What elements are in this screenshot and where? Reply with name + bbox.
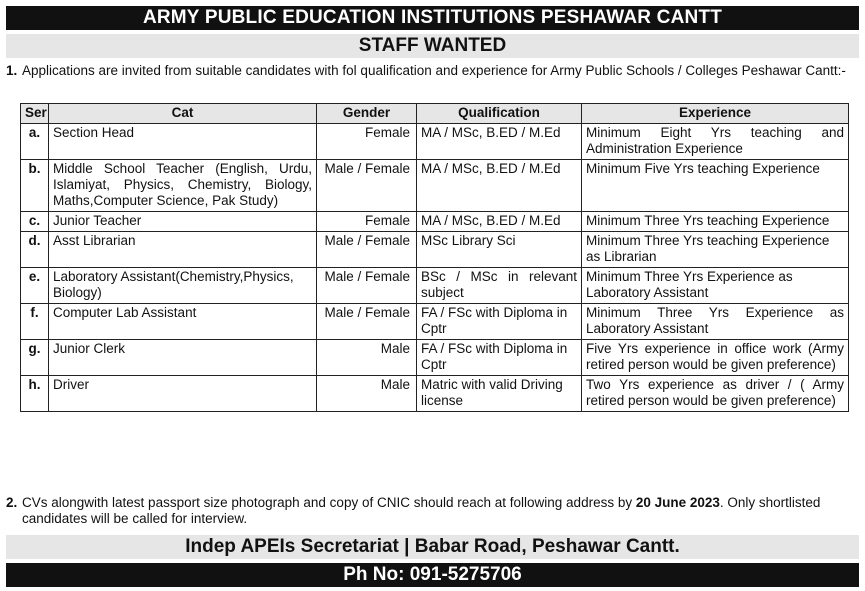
table-row — [21, 340, 849, 376]
row-category: Middle School Teacher (English, Urdu, Islamiyat, Physics, Chemistry, Biology, Maths,Computer Science, Pak Study) — [49, 160, 317, 212]
table-row — [21, 212, 849, 232]
row-qualification: MA / MSc, B.ED / M.Ed — [417, 160, 582, 212]
row-gender: Male — [317, 376, 417, 412]
row-experience: Minimum Three Yrs Experience as Laboratory Assistant — [582, 268, 849, 304]
row-category: Computer Lab Assistant — [49, 304, 317, 340]
address-banner: Indep APEIs Secretariat | Babar Road, Peshawar Cantt. — [6, 535, 859, 559]
header-gender: Gender — [317, 104, 417, 124]
row-experience: Minimum Three Yrs teaching Experience — [582, 212, 849, 232]
row-gender: Male / Female — [317, 268, 417, 304]
row-experience: Minimum Three Yrs teaching Experience as Librarian — [582, 232, 849, 268]
row-qualification: MSc Library Sci — [417, 232, 582, 268]
closing-text-after: . Only shortlisted candidates will be called for interview. — [22, 495, 821, 526]
row-ser: g. — [21, 340, 49, 376]
row-category: Junior Clerk — [49, 340, 317, 376]
table-row — [21, 232, 849, 268]
staff-wanted-heading: STAFF WANTED — [6, 34, 859, 58]
row-qualification: MA / MSc, B.ED / M.Ed — [417, 124, 582, 160]
row-ser: h. — [21, 376, 49, 412]
row-experience: Minimum Eight Yrs teaching and Administration Experience — [582, 124, 849, 160]
table-row — [21, 304, 849, 340]
header-qualification: Qualification — [417, 104, 582, 124]
closing-text — [22, 495, 859, 527]
table-header-row — [21, 104, 849, 124]
row-gender: Male — [317, 340, 417, 376]
row-category: Junior Teacher — [49, 212, 317, 232]
row-qualification: BSc / MSc in relevant subject — [417, 268, 582, 304]
row-ser: e. — [21, 268, 49, 304]
intro-paragraph — [6, 63, 859, 79]
row-category: Asst Librarian — [49, 232, 317, 268]
row-qualification: Matric with valid Driving license — [417, 376, 582, 412]
row-experience: Minimum Three Yrs Experience as Laboratory Assistant — [582, 304, 849, 340]
row-category: Driver — [49, 376, 317, 412]
closing-text-before: CVs alongwith latest passport size photograph and copy of CNIC should reach at following address by — [22, 495, 636, 510]
header-experience: Experience — [582, 104, 849, 124]
row-gender: Male / Female — [317, 232, 417, 268]
table-row — [21, 268, 849, 304]
row-category: Section Head — [49, 124, 317, 160]
row-gender: Male / Female — [317, 304, 417, 340]
intro-number: 1. — [6, 63, 18, 78]
row-gender: Female — [317, 124, 417, 160]
table-row — [21, 160, 849, 212]
row-ser: c. — [21, 212, 49, 232]
row-ser: b. — [21, 160, 49, 212]
row-ser: f. — [21, 304, 49, 340]
row-ser: d. — [21, 232, 49, 268]
phone-banner: Ph No: 091-5275706 — [6, 563, 859, 587]
closing-number: 2. — [6, 495, 18, 510]
row-ser: a. — [21, 124, 49, 160]
table-row — [21, 376, 849, 412]
row-experience: Five Yrs experience in office work (Army retired person would be given preference) — [582, 340, 849, 376]
deadline-date: 20 June 2023 — [635, 495, 720, 510]
header-cat: Cat — [49, 104, 317, 124]
institution-title: ARMY PUBLIC EDUCATION INSTITUTIONS PESHAWAR CANTT — [6, 6, 859, 30]
row-experience: Minimum Five Yrs teaching Experience — [582, 160, 849, 212]
closing-paragraph — [6, 495, 859, 527]
row-gender: Female — [317, 212, 417, 232]
intro-text: Applications are invited from suitable candidates with fol qualification and experience for Army Public Schools / Colleges Peshawar Cantt:- — [22, 63, 846, 78]
row-qualification: FA / FSc with Diploma in Cptr — [417, 304, 582, 340]
row-category: Laboratory Assistant(Chemistry,Physics, Biology) — [49, 268, 317, 304]
row-qualification: FA / FSc with Diploma in Cptr — [417, 340, 582, 376]
table-row — [21, 124, 849, 160]
vacancy-table — [20, 103, 849, 412]
row-qualification: MA / MSc, B.ED / M.Ed — [417, 212, 582, 232]
header-ser: Ser — [21, 104, 49, 124]
row-gender: Male / Female — [317, 160, 417, 212]
row-experience: Two Yrs experience as driver / ( Army retired person would be given preference) — [582, 376, 849, 412]
